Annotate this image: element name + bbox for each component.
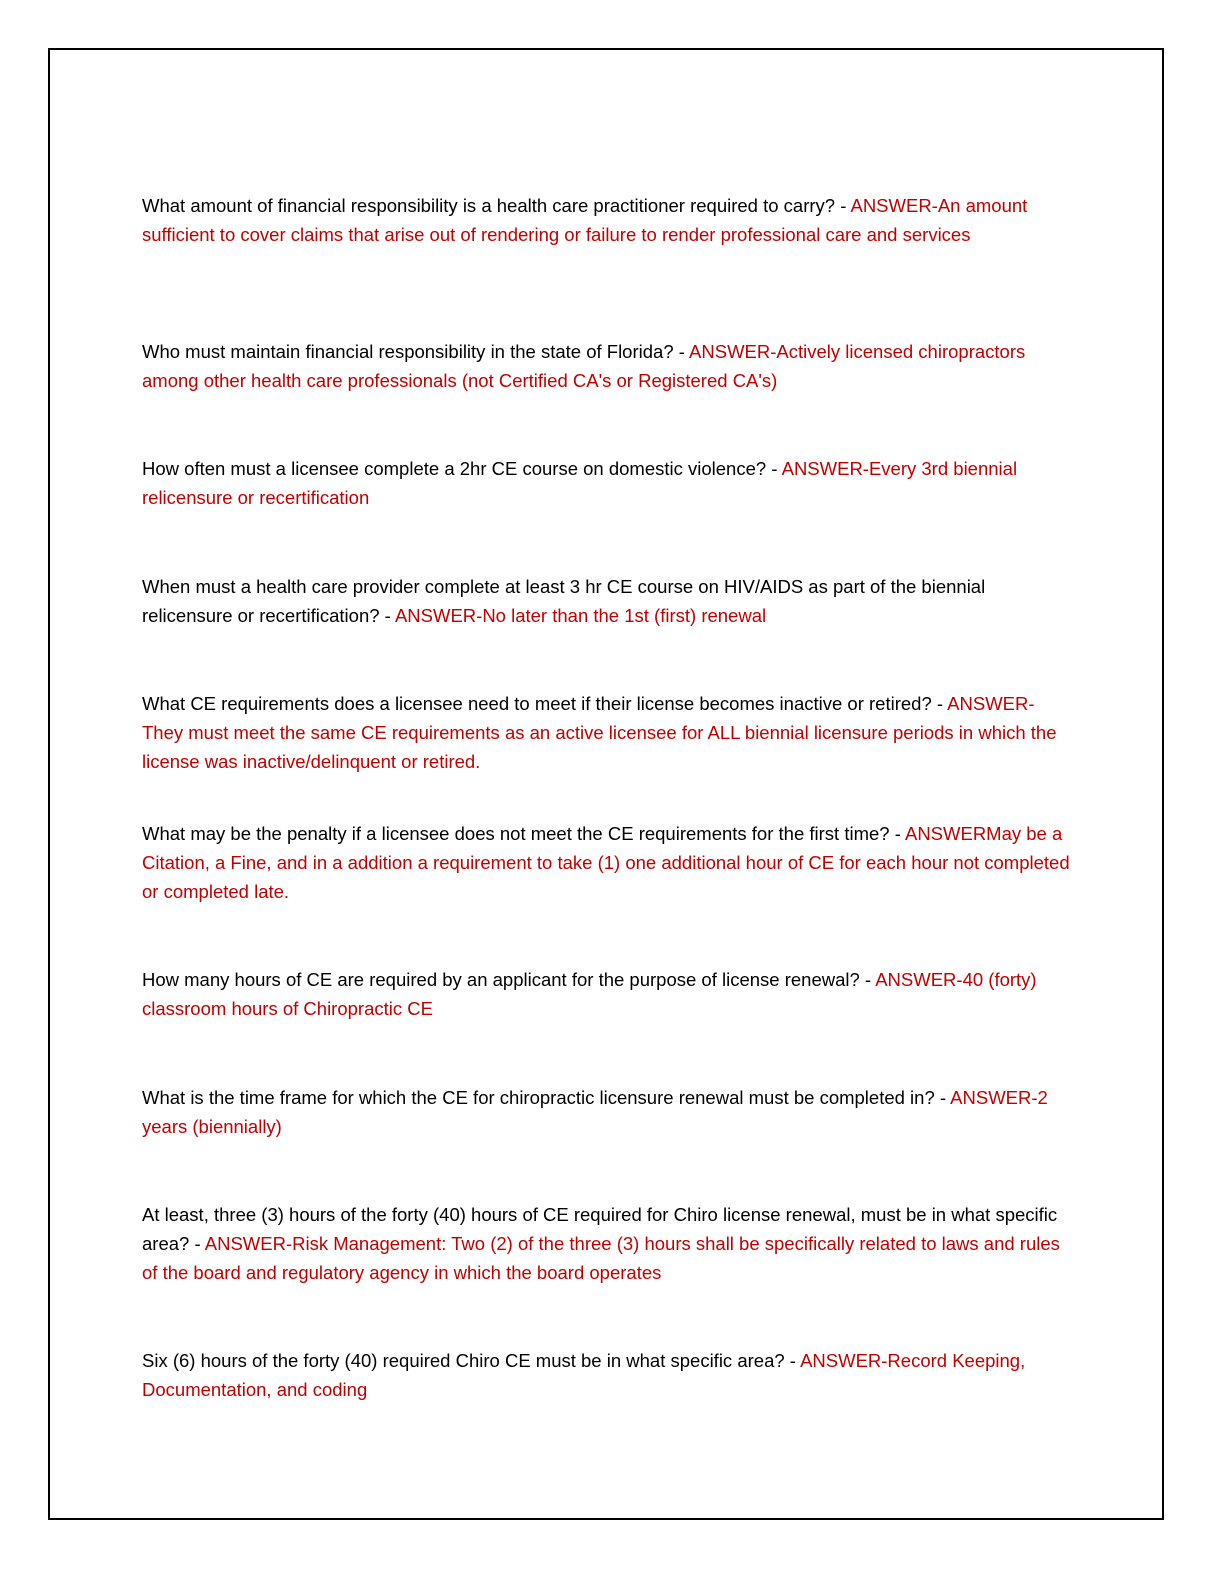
- answer-text: ANSWER-Record Keeping, Documentation, and coding: [142, 1350, 1026, 1400]
- qa-item: [142, 1200, 1072, 1287]
- qa-item: [142, 1083, 1072, 1141]
- question-text: Six (6) hours of the forty (40) required Chiro CE must be in what specific area? -: [142, 1350, 801, 1371]
- qa-item: [142, 337, 1072, 395]
- qa-item: [142, 819, 1072, 906]
- question-text: What may be the penalty if a licensee does not meet the CE requirements for the first time? -: [142, 823, 905, 844]
- qa-item: [142, 1346, 1072, 1404]
- answer-text: ANSWER-No later than the 1st (first) renewal: [394, 605, 767, 626]
- answer-text: ANSWER-Risk Management: Two (2) of the three (3) hours shall be specifically related to laws and rules of the board and regulatory agency in which the board operates: [142, 1233, 1060, 1283]
- answer-text: ANSWER-40 (forty) classroom hours of Chiropractic CE: [142, 969, 1037, 1019]
- answer-text: ANSWER-Every 3rd biennial relicensure or recertification: [142, 458, 1018, 508]
- question-text: What amount of financial responsibility is a health care practitioner required to carry? -: [142, 195, 851, 216]
- page-border: [48, 48, 1164, 1520]
- question-text: Who must maintain financial responsibility in the state of Florida? -: [142, 341, 690, 362]
- question-text: What CE requirements does a licensee need to meet if their license becomes inactive or retired? -: [142, 693, 948, 714]
- question-text: How often must a licensee complete a 2hr CE course on domestic violence? -: [142, 458, 782, 479]
- answer-text: ANSWER-They must meet the same CE requirements as an active licensee for ALL biennial licensure periods in which the license was inactive/delinquent or retired.: [142, 693, 1057, 772]
- answer-text: ANSWER-Actively licensed chiropractors among other health care professionals (not Certified CA's or Registered CA's): [142, 341, 1026, 391]
- qa-item: [142, 965, 1072, 1023]
- question-text: At least, three (3) hours of the forty (40) hours of CE required for Chiro license renewal, must be in what specific area? -: [142, 1204, 1058, 1254]
- answer-text: ANSWER-An amount sufficient to cover claims that arise out of rendering or failure to render professional care and services: [142, 195, 1028, 245]
- qa-item: [142, 572, 1072, 630]
- question-text: What is the time frame for which the CE for chiropractic licensure renewal must be completed in? -: [142, 1087, 951, 1108]
- answer-text: ANSWERMay be a Citation, a Fine, and in a addition a requirement to take (1) one additional hour of CE for each hour not completed or completed late.: [142, 823, 1070, 902]
- answer-text: ANSWER-2 years (biennially): [142, 1087, 1048, 1137]
- qa-item: [142, 454, 1072, 512]
- qa-item: [142, 689, 1072, 776]
- question-text: How many hours of CE are required by an applicant for the purpose of license renewal? -: [142, 969, 876, 990]
- qa-item: [142, 191, 1072, 249]
- question-text: When must a health care provider complete at least 3 hr CE course on HIV/AIDS as part of the biennial relicensure or recertification? -: [142, 576, 986, 626]
